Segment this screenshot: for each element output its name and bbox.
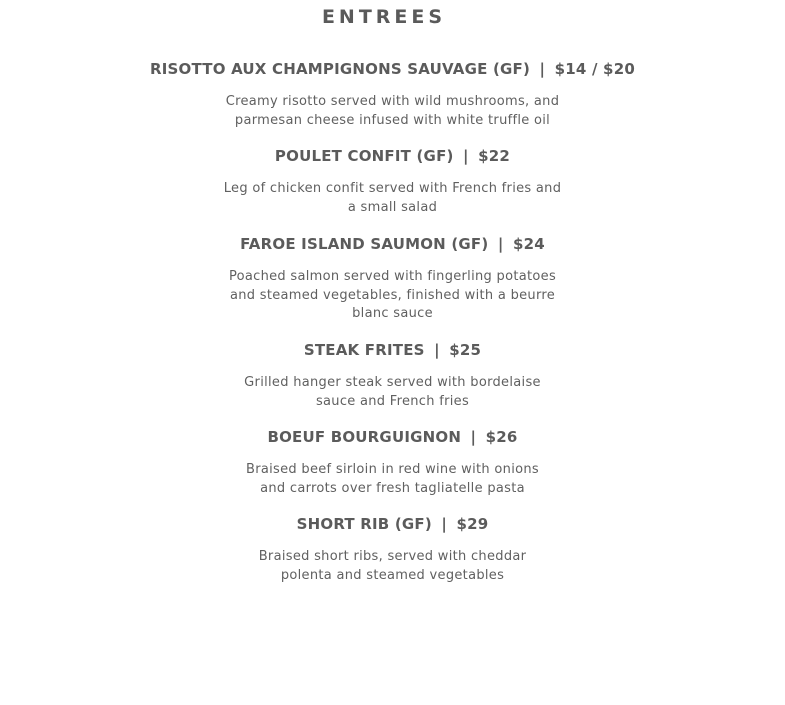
menu-item-description-line: Braised short ribs, served with cheddar: [258, 549, 527, 564]
menu-item: [0, 514, 785, 585]
menu-item-separator: |: [470, 428, 477, 446]
menu-item-name: BOEUF BOURGUIGNON: [267, 428, 462, 446]
menu-item-description-line: Leg of chicken confit served with French fries and: [223, 181, 562, 196]
menu-item-heading: [0, 234, 785, 254]
menu-item-description-line: blanc sauce: [352, 306, 433, 321]
menu-item-separator: |: [497, 235, 504, 253]
menu-item-heading: [0, 340, 785, 360]
menu-item-price: $25: [449, 341, 482, 359]
menu-item-heading: [0, 514, 785, 534]
menu-item-description-line: sauce and French fries: [315, 393, 470, 409]
menu-item-separator: |: [434, 341, 440, 359]
menu-item: [0, 427, 785, 498]
menu-item-description: [0, 374, 785, 411]
menu-item-name: FAROE ISLAND SAUMON (GF): [240, 235, 489, 253]
menu-item-description-line: Creamy risotto served with wild mushrooms, and: [225, 94, 560, 109]
menu-item-name: STEAK FRITES: [303, 341, 425, 359]
menu-item-price: $29: [456, 515, 489, 533]
menu-item: [0, 59, 785, 130]
menu-item-description: [0, 93, 785, 130]
menu-item-heading: [0, 427, 785, 447]
menu-item-description-line: Grilled hanger steak served with bordelaise: [244, 375, 541, 390]
menu-item: [0, 146, 785, 217]
menu-item-description-line: polenta and steamed vegetables: [280, 567, 505, 583]
menu-item-description-line: Poached salmon served with fingerling potatoes: [228, 269, 557, 284]
menu-item-description: [0, 180, 785, 217]
menu-item: [0, 234, 785, 324]
section-title: ENTREES: [321, 6, 447, 28]
menu-item-description-line: parmesan cheese infused with white truffle oil: [234, 112, 551, 128]
menu-item-heading: [0, 59, 785, 79]
menu-item-price: $26: [485, 428, 518, 446]
menu-item-description-line: a small salad: [347, 199, 438, 215]
menu-item-description: [0, 548, 785, 585]
menu-item-description-line: and steamed vegetables, finished with a beurre: [229, 287, 556, 303]
menu-item-name: POULET CONFIT (GF): [274, 147, 454, 165]
menu-item-price: $14 / $20: [554, 60, 635, 78]
menu-item-description: [0, 461, 785, 498]
menu-item-name: SHORT RIB (GF): [296, 515, 432, 533]
menu-item-name: RISOTTO AUX CHAMPIGNONS SAUVAGE (GF): [150, 60, 531, 78]
menu-item-description-line: Braised beef sirloin in red wine with onions: [246, 462, 539, 477]
menu-item-separator: |: [441, 515, 448, 533]
menu-item-description: [0, 268, 785, 324]
menu-item: [0, 340, 785, 411]
menu-item-separator: |: [463, 147, 469, 165]
menu-item-description-line: and carrots over fresh tagliatelle pasta: [260, 480, 525, 496]
menu-item-separator: |: [539, 60, 546, 78]
menu-item-price: $24: [512, 235, 545, 253]
menu-item-heading: [0, 146, 785, 166]
menu-item-price: $22: [478, 147, 511, 165]
